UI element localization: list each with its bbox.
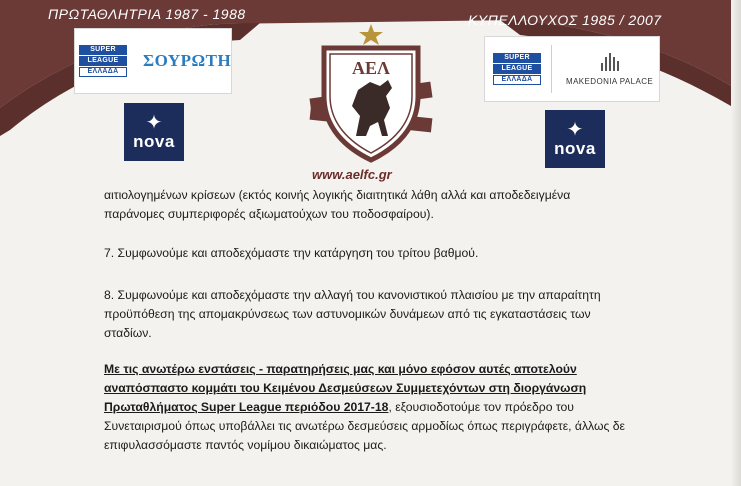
makedonia-palace-label: MAKEDONIA PALACE [566, 76, 654, 86]
ael-crest [308, 24, 434, 164]
paragraph-point-7: 7. Συμφωνούμε και αποδεχόμαστε την κατάργηση του τρίτου βαθμού. [104, 246, 479, 260]
super-league-line: ΕΛΛΑΔΑ [493, 75, 541, 85]
nova-label: nova [554, 139, 596, 158]
paragraph-justified-decisions: αιτιολογημένων κρίσεων (εκτός κοινής λογικής διαιτητικά λάθη αλλά και αποδεδειγμένα παράνομες συμπεριφορές αξιωματούχων του ποδοσφαίρου). [104, 188, 571, 221]
nova-star-icon: ✦ [145, 112, 163, 134]
sponsor-brand-makedonia [566, 53, 653, 86]
nova-logo-left [124, 103, 184, 161]
nova-logo-right [545, 110, 605, 168]
super-league-logo [79, 32, 127, 90]
hotel-mark-icon [601, 53, 619, 71]
letterhead [0, 0, 741, 190]
super-league-line: ΕΛΛΑΔΑ [79, 67, 127, 77]
gold-star-icon [359, 24, 383, 45]
crest-text: ΑΕΛ [352, 58, 390, 78]
sponsor-panel-right [484, 36, 660, 102]
super-league-line: LEAGUE [79, 56, 127, 66]
sponsor-brand-soyroti: ΣΟΥΡΩΤΗ [143, 51, 232, 70]
super-league-line: LEAGUE [493, 64, 541, 74]
club-website: www.aelfc.gr [312, 167, 392, 182]
paragraph-point-8: 8. Συμφωνούμε και αποδεχόμαστε την αλλαγή του κανονιστικού πλαισίου με την απαραίτητη προϋπόθεση της απομακρύνσεως των αστυνομικών δυνάμεων από τις εγκαταστάσεις των σταδίων. [104, 288, 601, 340]
super-league-line: SUPER [493, 53, 541, 63]
sponsor-panel-left [74, 28, 232, 94]
super-league-logo [489, 40, 545, 98]
conclusion-rest: , εξουσιοδοτούμε τον πρόεδρο του Συνεταιρισμού όπως υποβάλλει τις ανωτέρω δεσμεύσεις αρμοδίως όπως περιγράφετε, άλλως δε επιφυλασσόμαστε παντός νομίμου δικαιώματος μας. [104, 400, 625, 452]
championship-years: ΠΡΩΤΑΘΛΗΤΡΙΑ 1987 - 1988 [48, 6, 246, 22]
nova-star-icon: ✦ [566, 119, 584, 141]
super-league-line: SUPER [79, 45, 127, 55]
sponsor-divider [551, 45, 552, 93]
scan-edge-shadow [731, 0, 741, 486]
paragraph-conclusion [104, 360, 634, 455]
cup-winner-years: ΚΥΠΕΛΛΟΥΧΟΣ 1985 / 2007 [468, 12, 662, 28]
nova-label: nova [133, 132, 175, 151]
conclusion-underlined-clause: Με τις ανωτέρω ενστάσεις - παρατηρήσεις μας και μόνο εφόσον αυτές αποτελούν αναπόσπαστο κομμάτι του Κειμένου Δεσμεύσεων Συμμετεχόντων στη διοργάνωση Πρωταθλήματος Super League περιόδου 2017-18 [104, 362, 587, 414]
